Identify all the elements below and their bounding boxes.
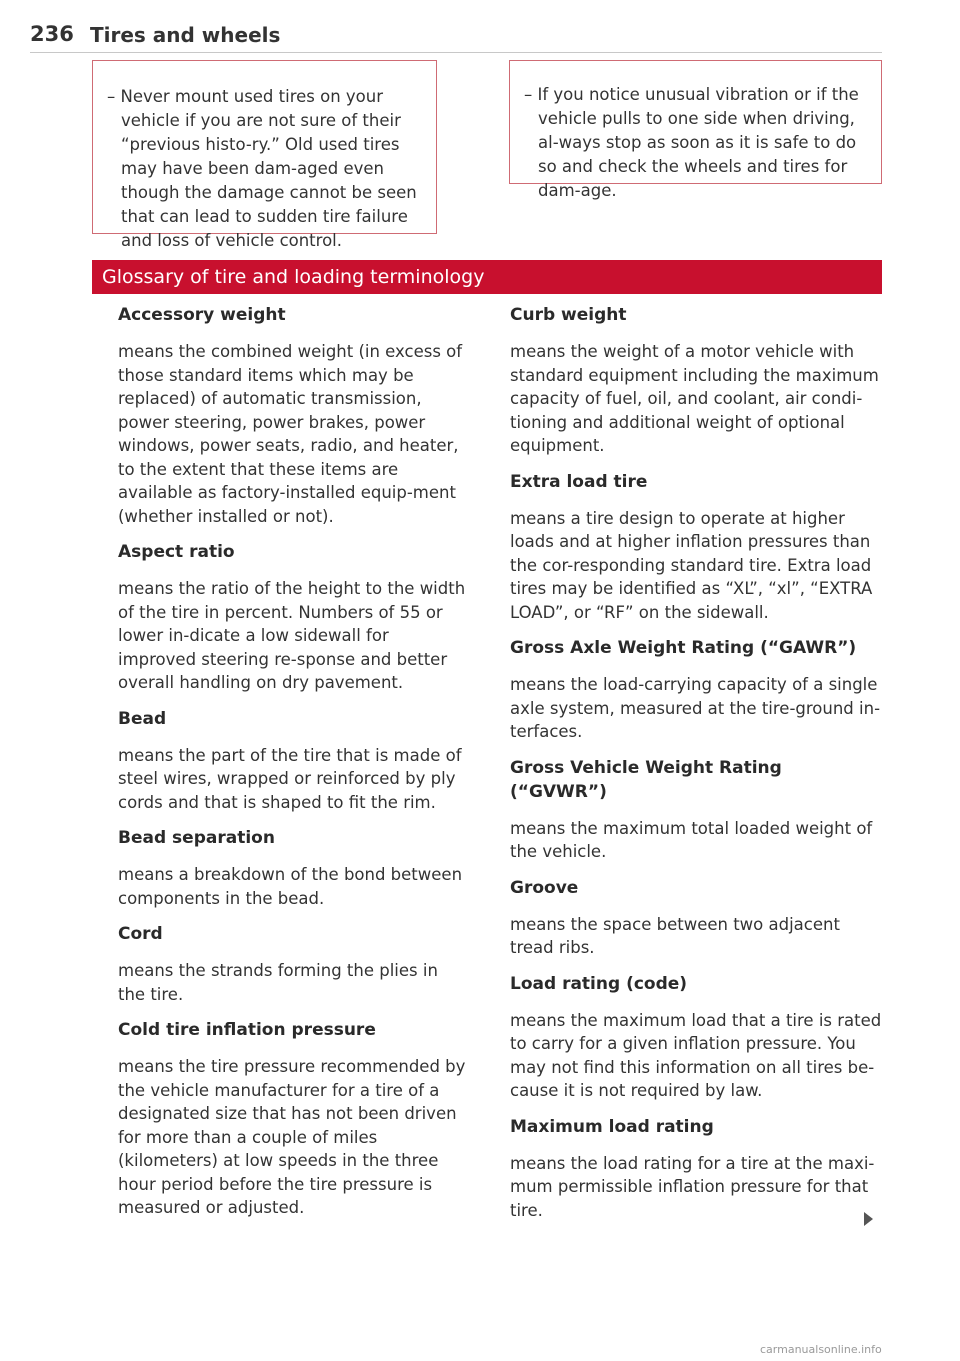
glossary-term: Bead <box>118 708 167 729</box>
glossary-entry <box>510 303 882 458</box>
watermark: carmanualsonline.info <box>760 1343 882 1356</box>
glossary-definition: means the maximum load that a tire is rated to carry for a given inflation pressure. You may not find this information on all tires be-cause it is not required by law. <box>510 1010 882 1100</box>
glossary-entry <box>510 470 882 625</box>
glossary-entry <box>118 707 470 815</box>
glossary-definition: means the part of the tire that is made of steel wires, wrapped or reinforced by ply cords and that is shaped to fit the rim. <box>118 745 462 812</box>
glossary-definition: means the space between two adjacent tread ribs. <box>510 914 840 957</box>
glossary-entry <box>118 922 470 1006</box>
glossary-term: Gross Axle Weight Rating (“GAWR”) <box>510 638 857 658</box>
glossary-entry <box>118 303 470 528</box>
glossary-definition: means the maximum total loaded weight of the vehicle. <box>510 818 873 861</box>
glossary-term: Cord <box>118 924 163 944</box>
glossary-term: Load rating (code) <box>510 973 688 994</box>
glossary-entry <box>510 1115 882 1223</box>
warning-text-right: – If you notice unusual vibration or if the vehicle pulls to one side when driving, al-ways stop as soon as it is safe to do so and check the wheels and tires for dam-age. <box>524 85 859 200</box>
glossary-term: Curb weight <box>510 305 627 325</box>
glossary-entry <box>510 636 882 744</box>
glossary-term: Accessory weight <box>118 305 286 325</box>
glossary-definition: means the combined weight (in excess of those standard items which may be replaced) of automatic transmission, power steering, power brakes, power windows, power seats, radio, and heater, to the extent that these items are available as factory-installed equip-ment (whether installed or not). <box>118 342 463 526</box>
chapter-title: Tires and wheels <box>90 23 281 47</box>
glossary-term: Cold tire inflation pressure <box>118 1020 376 1040</box>
warning-box-right <box>509 60 882 200</box>
glossary-entry <box>510 756 882 864</box>
warning-text-left: – Never mount used tires on your vehicle if you are not sure of their “previous histo-ry.” Old used tires may have been dam-aged even though the damage cannot be seen that can lead to sudden tire failure and loss of vehicle control. <box>107 87 417 250</box>
glossary-term: Groove <box>510 877 579 898</box>
glossary-definition: means the ratio of the height to the width of the tire in percent. Numbers of 55 or lower in-dicate a low sidewall for improved steering re-sponse and better overall handling on dry pavement. <box>118 579 466 692</box>
glossary-left-column <box>118 303 470 1232</box>
glossary-definition: means a breakdown of the bond between components in the bead. <box>118 865 463 908</box>
section-banner: Glossary of tire and loading terminology <box>92 260 882 294</box>
glossary-definition: means the strands forming the plies in the tire. <box>118 961 438 1004</box>
glossary-definition: means a tire design to operate at higher loads and at higher inflation pressures than the cor-responding standard tire. Extra load tires may be identified as “XL”, “xl”, “EXTRA LOAD”, or “RF” on the sidewall. <box>510 508 873 622</box>
warning-box-left <box>92 60 437 250</box>
page-header <box>30 22 882 53</box>
glossary-term: Aspect ratio <box>118 542 235 562</box>
glossary-definition: means the load rating for a tire at the maxi-mum permissible inflation pressure for that tire. <box>510 1153 875 1220</box>
glossary-definition: means the weight of a motor vehicle with standard equipment including the maximum capacity of fuel, oil, and coolant, air condi-tioning and additional weight of optional equipment. <box>510 342 879 455</box>
glossary-entry <box>118 826 470 910</box>
continue-arrow-icon <box>864 1212 873 1226</box>
glossary-term: Extra load tire <box>510 471 648 492</box>
glossary-right-column <box>510 303 882 1234</box>
glossary-entry <box>118 540 470 695</box>
glossary-definition: means the tire pressure recommended by the vehicle manufacturer for a tire of a designated size that has not been driven for more than a couple of miles (kilometers) at low speeds in the three hour period before the tire pressure is measured or adjusted. <box>118 1057 466 1217</box>
glossary-term: Bead separation <box>118 828 275 848</box>
glossary-entry <box>510 876 882 960</box>
glossary-entry <box>118 1018 470 1220</box>
glossary-entry <box>510 972 882 1103</box>
glossary-definition: means the load-carrying capacity of a single axle system, measured at the tire-ground in-terfaces. <box>510 675 881 741</box>
page-number: 236 <box>30 22 74 46</box>
glossary-term: Gross Vehicle Weight Rating (“GVWR”) <box>510 757 782 802</box>
glossary-term: Maximum load rating <box>510 1116 714 1137</box>
